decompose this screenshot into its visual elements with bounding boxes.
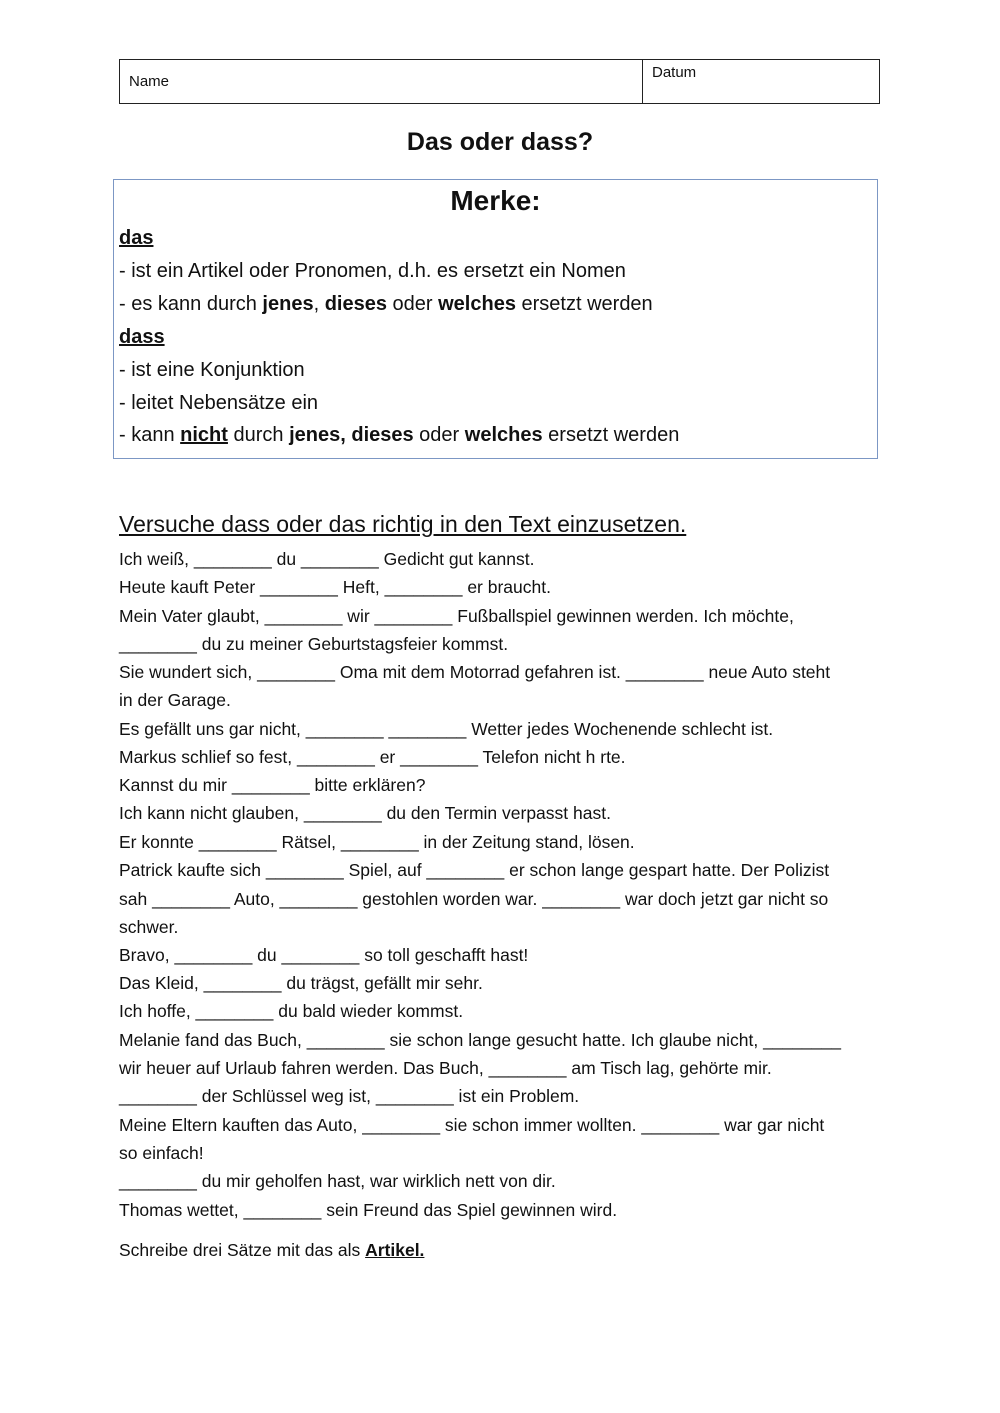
exercise-line: Ich kann nicht glauben, ________ du den Termin verpasst hast. [119, 803, 611, 823]
name-label: Name [129, 73, 170, 90]
merke-box [113, 179, 878, 459]
exercise-line: Melanie fand das Buch, ________ sie schon lange gesucht hatte. Ich glaube nicht, ________ [119, 1030, 841, 1050]
exercise-line: Mein Vater glaubt, ________ wir ________ Fußballspiel gewinnen werden. Ich möchte, [119, 606, 794, 626]
date-label: Datum [652, 64, 697, 81]
exercise-line: Markus schlief so fest, ________ er ________ Telefon nicht h rte. [119, 747, 626, 767]
exercise-line: Er konnte ________ Rätsel, ________ in der Zeitung stand, lösen. [119, 832, 635, 852]
exercise-line: Es gefällt uns gar nicht, ________ ________ Wetter jedes Wochenende schlecht ist. [119, 719, 774, 739]
exercise-instruction: Versuche dass oder das richtig in den Text einzusetzen. [119, 511, 687, 537]
writing-task: Schreibe drei Sätze mit das als Artikel. [119, 1240, 425, 1260]
exercise-line: sah ________ Auto, ________ gestohlen worden war. ________ war doch jetzt gar nicht so [119, 889, 829, 909]
exercise-line: Thomas wettet, ________ sein Freund das Spiel gewinnen wird. [119, 1200, 618, 1220]
exercise-line: schwer. [119, 917, 179, 937]
exercise-line: ________ du mir geholfen hast, war wirklich nett von dir. [119, 1171, 556, 1191]
exercise-line: Sie wundert sich, ________ Oma mit dem Motorrad gefahren ist. ________ neue Auto steht [119, 662, 831, 682]
date-field[interactable] [643, 60, 879, 103]
exercise-line: wir heuer auf Urlaub fahren werden. Das Buch, ________ am Tisch lag, gehörte mir. [119, 1058, 772, 1078]
header-table [119, 59, 880, 104]
exercise-line: Ich hoffe, ________ du bald wieder kommst. [119, 1001, 464, 1021]
exercise-line: Kannst du mir ________ bitte erklären? [119, 775, 426, 795]
das-rule-1: - ist ein Artikel oder Pronomen, d.h. es ersetzt ein Nomen [119, 260, 626, 282]
exercise-line: ________ du zu meiner Geburtstagsfeier kommst. [119, 634, 509, 654]
exercise-line: in der Garage. [119, 690, 231, 710]
term-das: das [119, 227, 154, 249]
exercise-line: Meine Eltern kauften das Auto, ________ sie schon immer wollten. ________ war gar nicht [119, 1115, 825, 1135]
term-dass: dass [119, 326, 165, 348]
exercise-line: Das Kleid, ________ du trägst, gefällt mir sehr. [119, 973, 483, 993]
dass-rule-1: - ist eine Konjunktion [119, 359, 305, 381]
dass-rule-2: - leitet Nebensätze ein [119, 392, 319, 414]
das-rule-2: - es kann durch jenes, dieses oder welches ersetzt werden [119, 293, 653, 315]
exercise-line: Heute kauft Peter ________ Heft, ________ er braucht. [119, 577, 551, 597]
name-field[interactable] [120, 60, 643, 103]
merke-heading: Merke: [450, 185, 541, 216]
dass-rule-3: - kann nicht durch jenes, dieses oder welches ersetzt werden [119, 424, 680, 446]
exercise-line: so einfach! [119, 1143, 204, 1163]
exercise-line: Bravo, ________ du ________ so toll geschafft hast! [119, 945, 529, 965]
exercise-line: Ich weiß, ________ du ________ Gedicht gut kannst. [119, 549, 535, 569]
exercise-line: ________ der Schlüssel weg ist, ________ ist ein Problem. [119, 1086, 580, 1106]
exercise-line: Patrick kaufte sich ________ Spiel, auf ________ er schon lange gespart hatte. Der Polizist [119, 860, 830, 880]
page-title: Das oder dass? [406, 128, 594, 156]
